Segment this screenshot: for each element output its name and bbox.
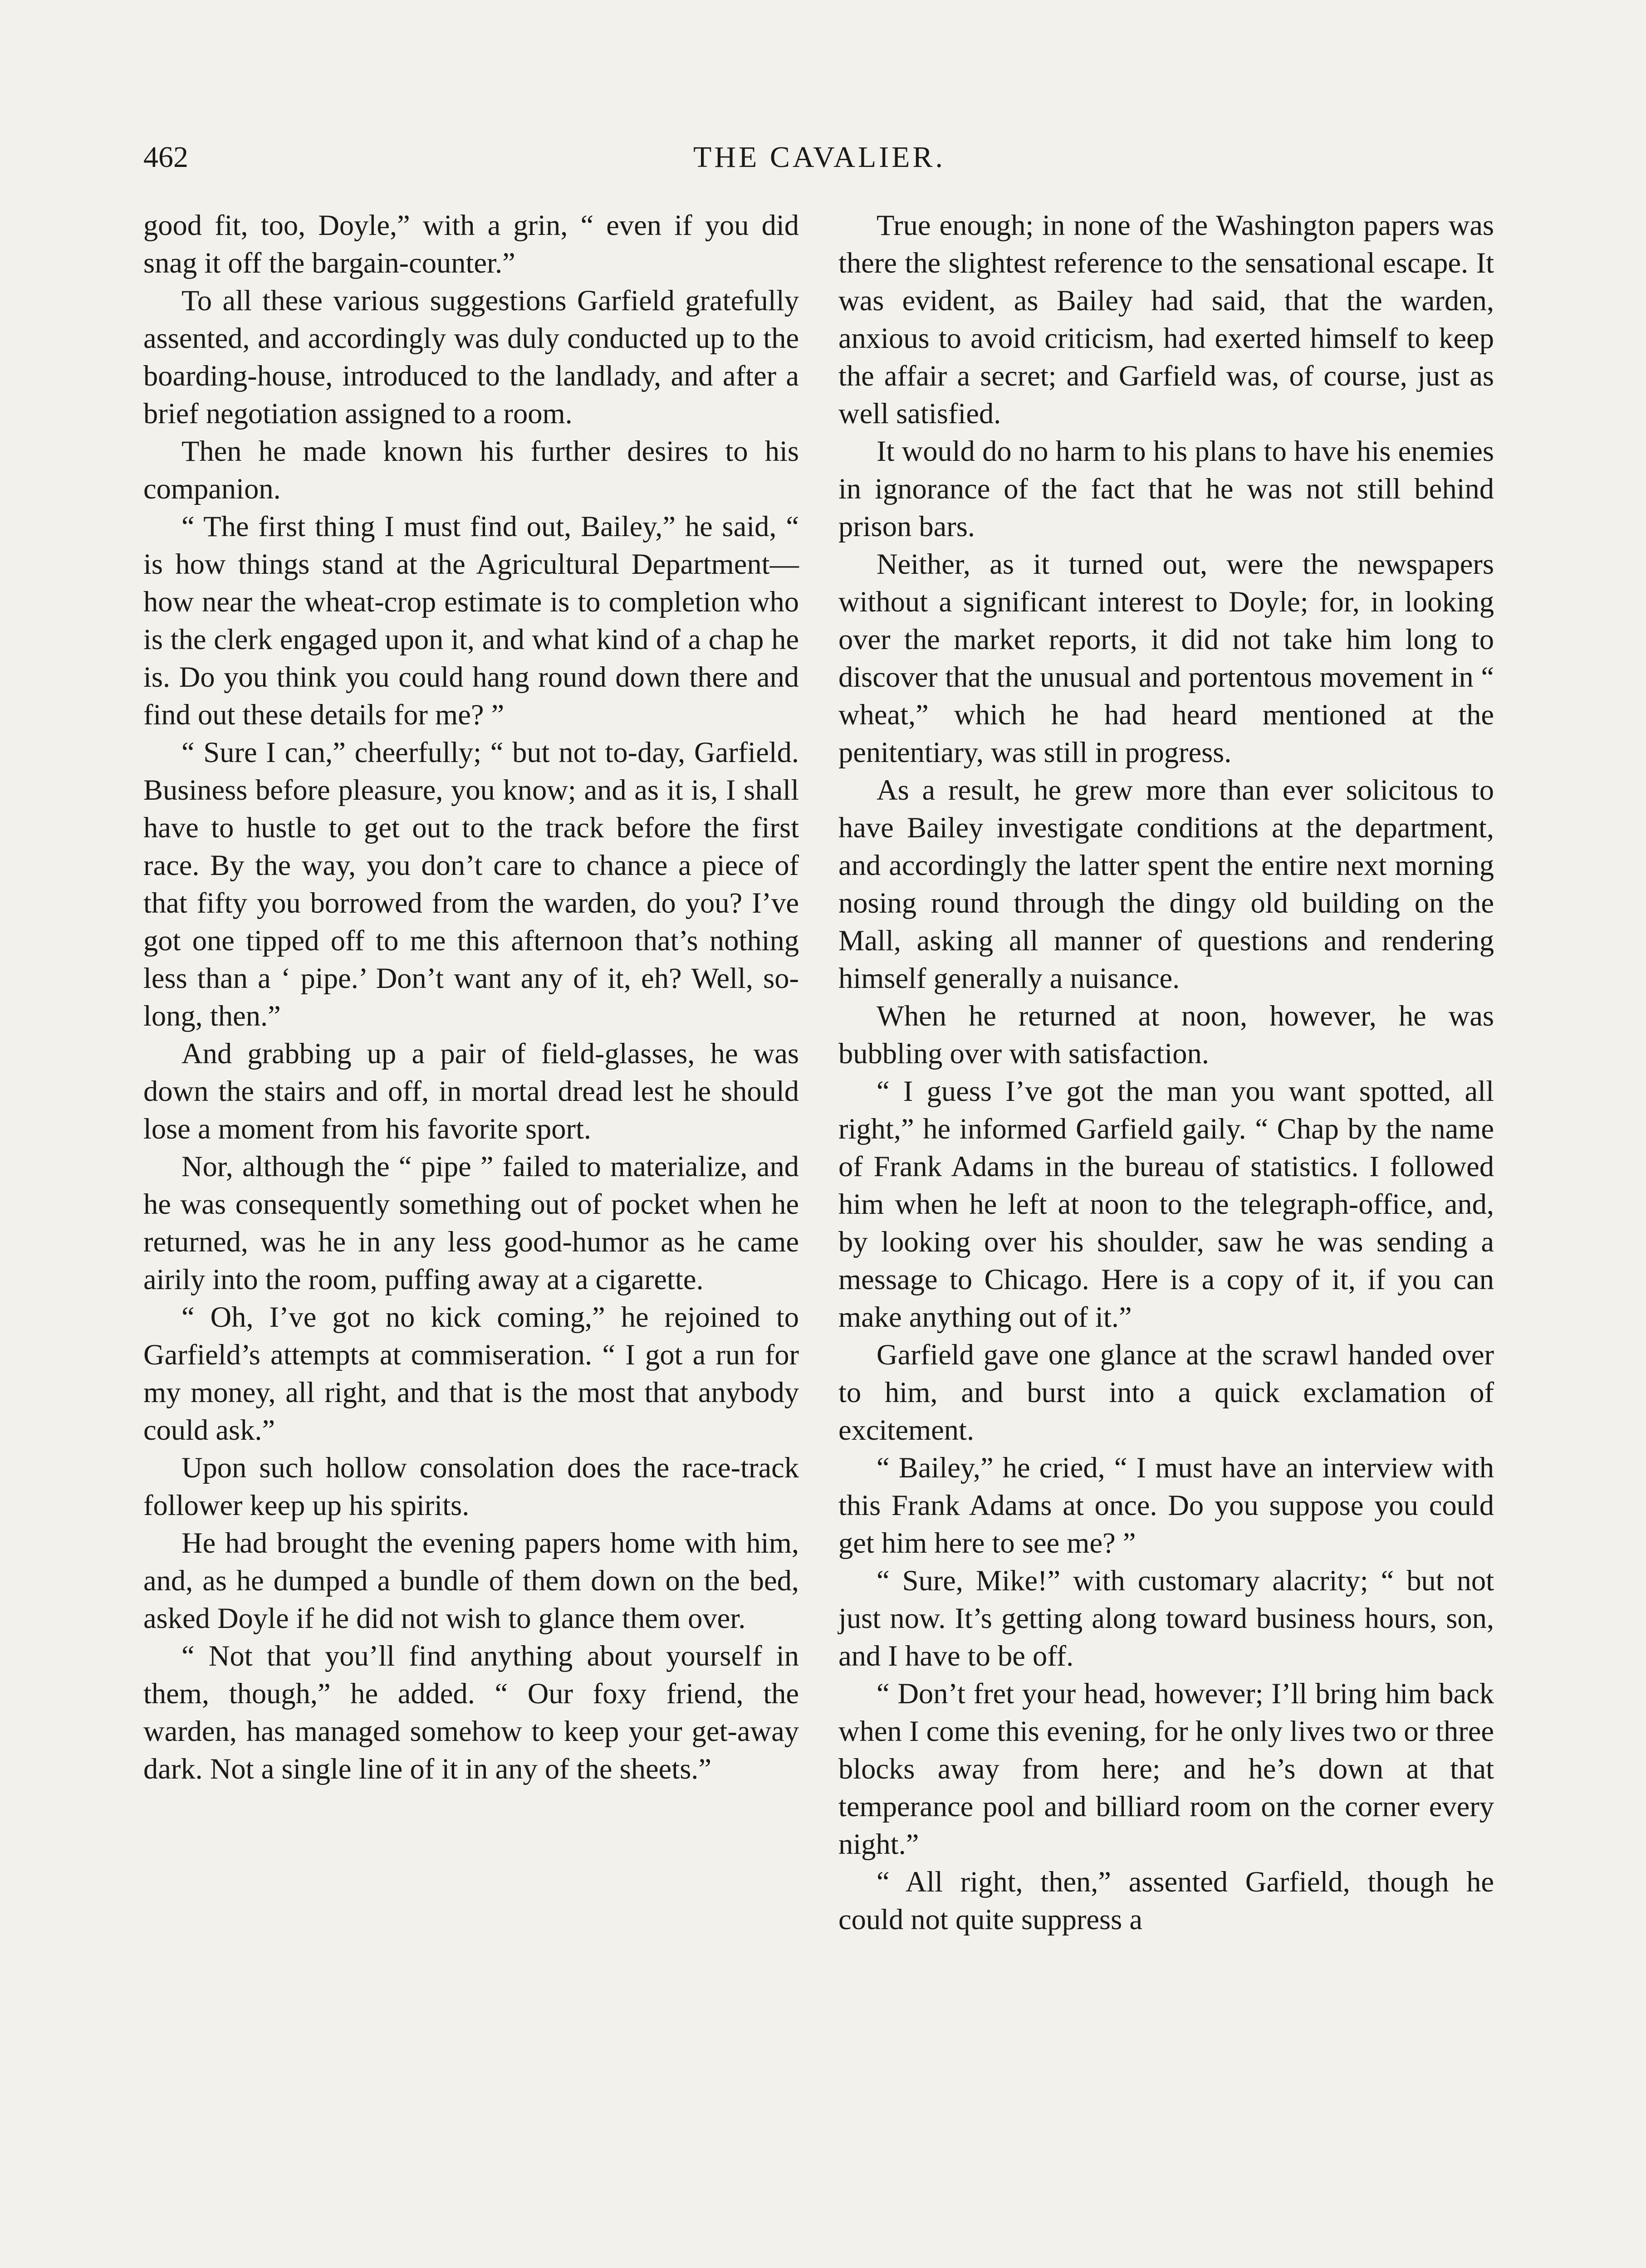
paragraph: Upon such hollow consolation does the race-track follower keep up his spirits. <box>143 1452 799 1521</box>
page-number: 462 <box>143 141 188 174</box>
paragraph: And grabbing up a pair of field-glasses, he was down the stairs and off, in mortal dread lest he should lose a moment from his favorite sport. <box>143 1037 799 1145</box>
paragraph: It would do no harm to his plans to have his enemies in ignorance of the fact that he was not still behind prison bars. <box>838 435 1494 543</box>
paragraph: “ Not that you’ll find anything about yourself in them, though,” he added. “ Our foxy friend, the warden, has managed somehow to keep your get-away dark. Not a single line of it in any of the sheets.” <box>143 1640 799 1785</box>
paragraph: “ Oh, I’ve got no kick coming,” he rejoined to Garfield’s attempts at commiseration. “ I got a run for my money, all right, and that is the most that anybody could ask.” <box>143 1301 799 1446</box>
paragraph: Then he made known his further desires to his companion. <box>143 435 799 505</box>
paragraph: “ Sure, Mike!” with customary alacrity; “ but not just now. It’s getting along toward business hours, son, and I have to be off. <box>838 1564 1494 1672</box>
right-column <box>838 206 1494 1938</box>
paragraph: Nor, although the “ pipe ” failed to materialize, and he was consequently something out of pocket when he returned, was he in any less good-humor as he came airily into the room, puffing away at a cigarette. <box>143 1150 799 1295</box>
paragraph: “ The first thing I must find out, Bailey,” he said, “ is how things stand at the Agricultural Department—how near the wheat-crop estimate is to completion who is the clerk engaged upon it, and what kind of a chap he is. Do you think you could hang round down there and find out these details for me? ” <box>143 510 799 731</box>
paragraph: “ Don’t fret your head, however; I’ll bring him back when I come this evening, for he only lives two or three blocks away from here; and he’s down at that temperance pool and billiard room on the corner every night.” <box>838 1677 1494 1860</box>
paragraph: “ All right, then,” assented Garfield, though he could not quite suppress a <box>838 1866 1494 1936</box>
paragraph: He had brought the evening papers home with him, and, as he dumped a bundle of them down on the bed, asked Doyle if he did not wish to glance them over. <box>143 1527 799 1634</box>
left-column <box>143 206 799 1788</box>
paragraph: As a result, he grew more than ever solicitous to have Bailey investigate conditions at the department, and accordingly the latter spent the entire next morning nosing round through the dingy old building on the Mall, asking all manner of questions and rendering himself generally a nuisance. <box>838 774 1494 994</box>
page-header <box>143 132 1495 182</box>
paragraph: good fit, too, Doyle,” with a grin, “ even if you did snag it off the bargain-counter.” <box>143 209 799 279</box>
paragraph: Garfield gave one glance at the scrawl handed over to him, and burst into a quick exclamation of excitement. <box>838 1339 1494 1446</box>
paragraph: “ Sure I can,” cheerfully; “ but not to-day, Garfield. Business before pleasure, you know; and as it is, I shall have to hustle to get out to the track before the first race. By the way, you don’t care to chance a piece of that fifty you borrowed from the warden, do you? I’ve got one tipped off to me this afternoon that’s nothing less than a ‘ pipe.’ Don’t want any of it, eh? Well, so-long, then.” <box>143 736 799 1032</box>
running-title: THE CAVALIER. <box>693 141 945 174</box>
paragraph: True enough; in none of the Washington papers was there the slightest reference to the sensational escape. It was evident, as Bailey had said, that the warden, anxious to avoid criticism, had exerted himself to keep the affair a secret; and Garfield was, of course, just as well satisfied. <box>838 209 1494 430</box>
paragraph: “ Bailey,” he cried, “ I must have an interview with this Frank Adams at once. Do you suppose you could get him here to see me? ” <box>838 1452 1494 1559</box>
paragraph: “ I guess I’ve got the man you want spotted, all right,” he informed Garfield gaily. “ Chap by the name of Frank Adams in the bureau of statistics. I followed him when he left at noon to the telegraph-office, and, by looking over his shoulder, saw he was sending a message to Chicago. Here is a copy of it, if you can make anything out of it.” <box>838 1075 1494 1333</box>
paragraph: When he returned at noon, however, he was bubbling over with satisfaction. <box>838 1000 1494 1070</box>
paragraph: Neither, as it turned out, were the newspapers without a significant interest to Doyle; for, in looking over the market reports, it did not take him long to discover that the unusual and portentous movement in “ wheat,” which he had heard mentioned at the penitentiary, was still in progress. <box>838 548 1494 768</box>
paragraph: To all these various suggestions Garfield gratefully assented, and accordingly was duly conducted up to the boarding-house, introduced to the landlady, and after a brief negotiation assigned to a room. <box>143 284 799 430</box>
